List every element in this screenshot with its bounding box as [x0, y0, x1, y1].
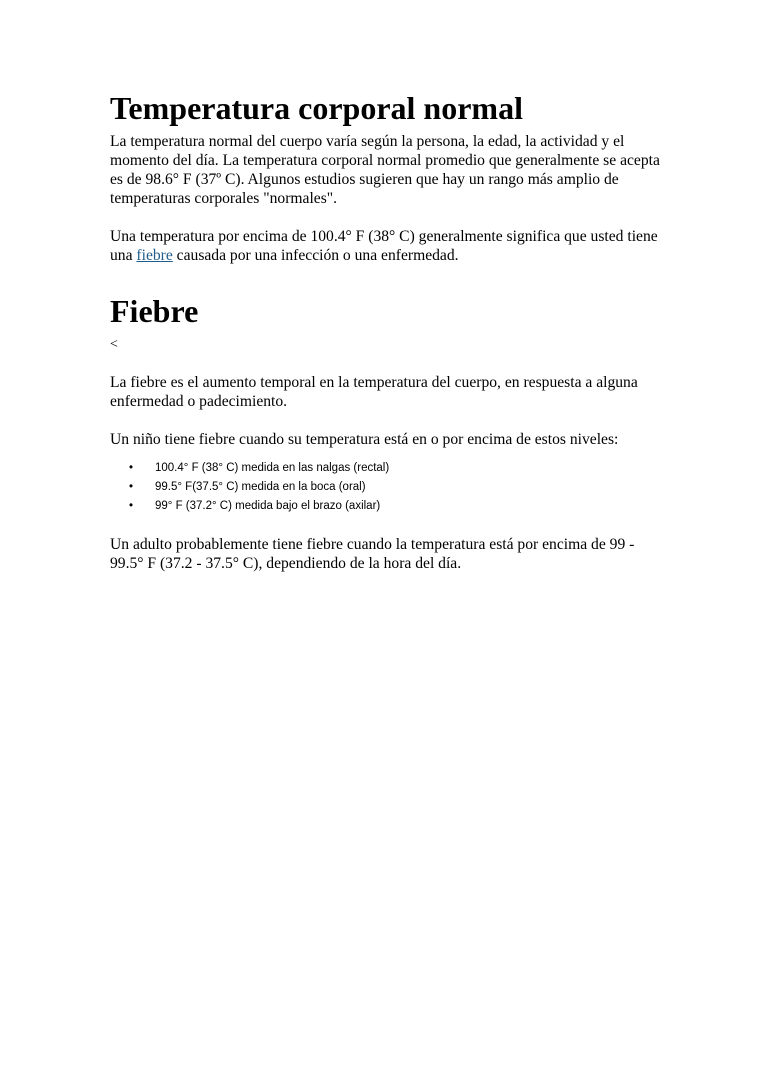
bullet-icon: • — [129, 462, 134, 474]
section-title-normal-temperature: Temperatura corporal normal — [110, 90, 523, 126]
document-page — [110, 88, 662, 573]
list-item — [110, 478, 662, 497]
list-item — [110, 497, 662, 516]
list-item — [110, 459, 662, 478]
paragraph-adult-fever: Un adulto probablemente tiene fiebre cuando la temperatura está por encima de 99 - 99.5° F (37.2 - 37.5° C), dependiendo de la hora del día. — [110, 536, 635, 572]
fiebre-link[interactable]: fiebre — [136, 247, 173, 264]
list-item-text: 99° F (37.2° C) medida bajo el brazo (axilar) — [155, 500, 381, 512]
paragraph-text-before-link: Una temperatura por encima de 100.4° F (38° C) generalmente significa que usted tiene una — [110, 228, 658, 264]
section-title-fever: Fiebre — [110, 293, 199, 329]
paragraph-normal-temperature: La temperatura normal del cuerpo varía según la persona, la edad, la actividad y el momento del día. La temperatura corporal normal promedio que generalmente se acepta es de 98.6° F (37º C). Algunos estudios sugieren que hay un rango más amplio de temperaturas corporales "normales". — [110, 133, 660, 207]
fever-levels-list — [110, 459, 662, 516]
paragraph-child-fever: Un niño tiene fiebre cuando su temperatura está en o por encima de estos niveles: — [110, 431, 619, 448]
list-item-text: 99.5° F(37.5° C) medida en la boca (oral) — [155, 481, 366, 493]
bullet-icon: • — [129, 481, 134, 493]
paragraph-fever-threshold — [110, 227, 662, 265]
list-item-text: 100.4° F (38° C) medida en las nalgas (rectal) — [155, 462, 390, 474]
paragraph-text-after-link: causada por una infección o una enfermedad. — [172, 247, 459, 264]
bullet-icon: • — [129, 500, 134, 512]
stray-character: < — [110, 337, 118, 352]
paragraph-fever-definition: La fiebre es el aumento temporal en la temperatura del cuerpo, en respuesta a alguna enfermedad o padecimiento. — [110, 374, 638, 410]
